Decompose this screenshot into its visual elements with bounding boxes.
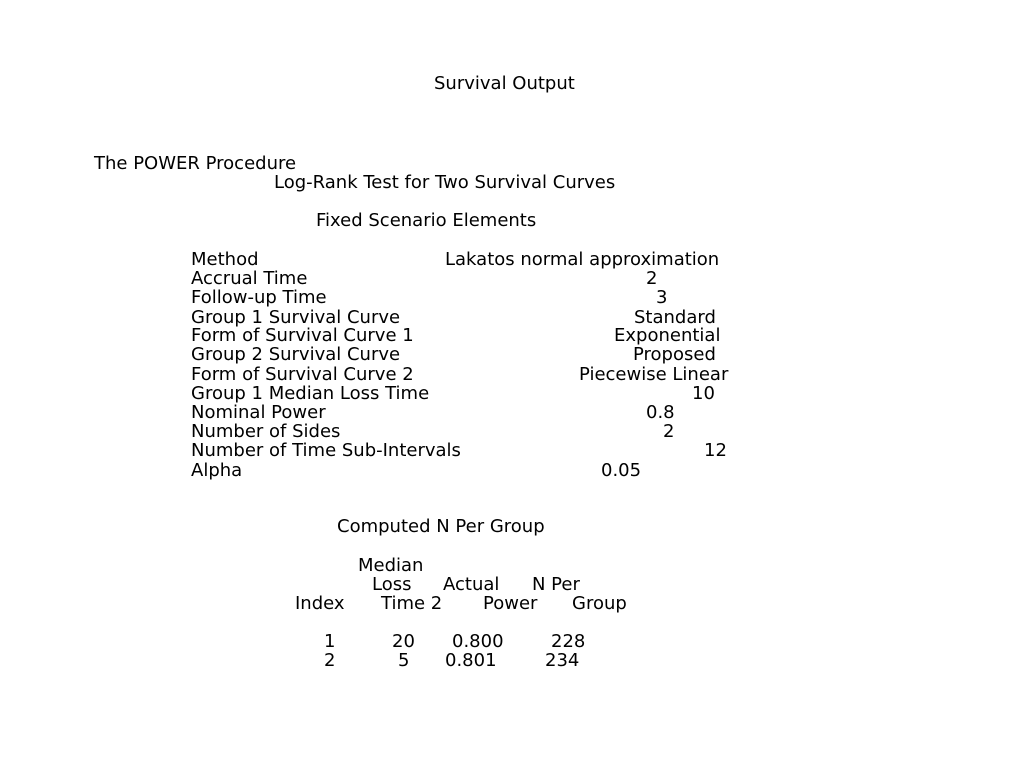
- fixed-row-value: Standard: [634, 307, 716, 328]
- procedure-name: The POWER Procedure: [94, 153, 297, 174]
- fixed-row-value: Piecewise Linear: [579, 364, 729, 385]
- fixed-row-label: Form of Survival Curve 1: [191, 325, 414, 346]
- col-header-nper: N Per: [532, 574, 580, 595]
- fixed-row-value: Proposed: [633, 344, 716, 365]
- col-header-actual: Actual: [443, 574, 500, 595]
- col-header-index: Index: [295, 593, 345, 614]
- col-header-loss: Loss: [372, 574, 412, 595]
- fixed-row-label: Number of Sides: [191, 421, 341, 442]
- fixed-row-label: Group 1 Median Loss Time: [191, 383, 430, 404]
- fixed-row-value: 2: [663, 421, 675, 442]
- col-header-group: Group: [572, 593, 627, 614]
- page-title: Survival Output: [434, 73, 575, 94]
- fixed-row-label: Accrual Time: [191, 268, 308, 289]
- table-cell-power: 0.801: [445, 650, 497, 671]
- fixed-row-label: Group 1 Survival Curve: [191, 307, 401, 328]
- fixed-row-label: Group 2 Survival Curve: [191, 344, 401, 365]
- fixed-row-value: 2: [646, 268, 658, 289]
- fixed-row-label: Nominal Power: [191, 402, 326, 423]
- fixed-row-value: 0.05: [601, 460, 642, 481]
- fixed-row-label: Alpha: [191, 460, 243, 481]
- test-name: Log-Rank Test for Two Survival Curves: [274, 172, 616, 193]
- table-cell-time: 5: [398, 650, 410, 671]
- computed-n-heading: Computed N Per Group: [337, 516, 545, 537]
- table-cell-index: 2: [324, 650, 336, 671]
- table-cell-n: 228: [551, 631, 586, 652]
- fixed-row-value: Lakatos normal approximation: [445, 249, 720, 270]
- fixed-row-value: 0.8: [646, 402, 675, 423]
- fixed-row-label: Number of Time Sub-Intervals: [191, 440, 461, 461]
- fixed-row-label: Method: [191, 249, 259, 270]
- fixed-scenario-heading: Fixed Scenario Elements: [316, 210, 537, 231]
- table-cell-power: 0.800: [452, 631, 504, 652]
- table-cell-index: 1: [324, 631, 336, 652]
- col-header-median: Median: [358, 555, 424, 576]
- fixed-row-label: Follow-up Time: [191, 287, 327, 308]
- table-cell-n: 234: [545, 650, 580, 671]
- fixed-row-value: Exponential: [614, 325, 721, 346]
- fixed-row-value: 3: [656, 287, 668, 308]
- fixed-row-label: Form of Survival Curve 2: [191, 364, 414, 385]
- col-header-power: Power: [483, 593, 538, 614]
- table-cell-time: 20: [392, 631, 415, 652]
- col-header-time2: Time 2: [381, 593, 443, 614]
- fixed-row-value: 10: [692, 383, 715, 404]
- fixed-row-value: 12: [704, 440, 727, 461]
